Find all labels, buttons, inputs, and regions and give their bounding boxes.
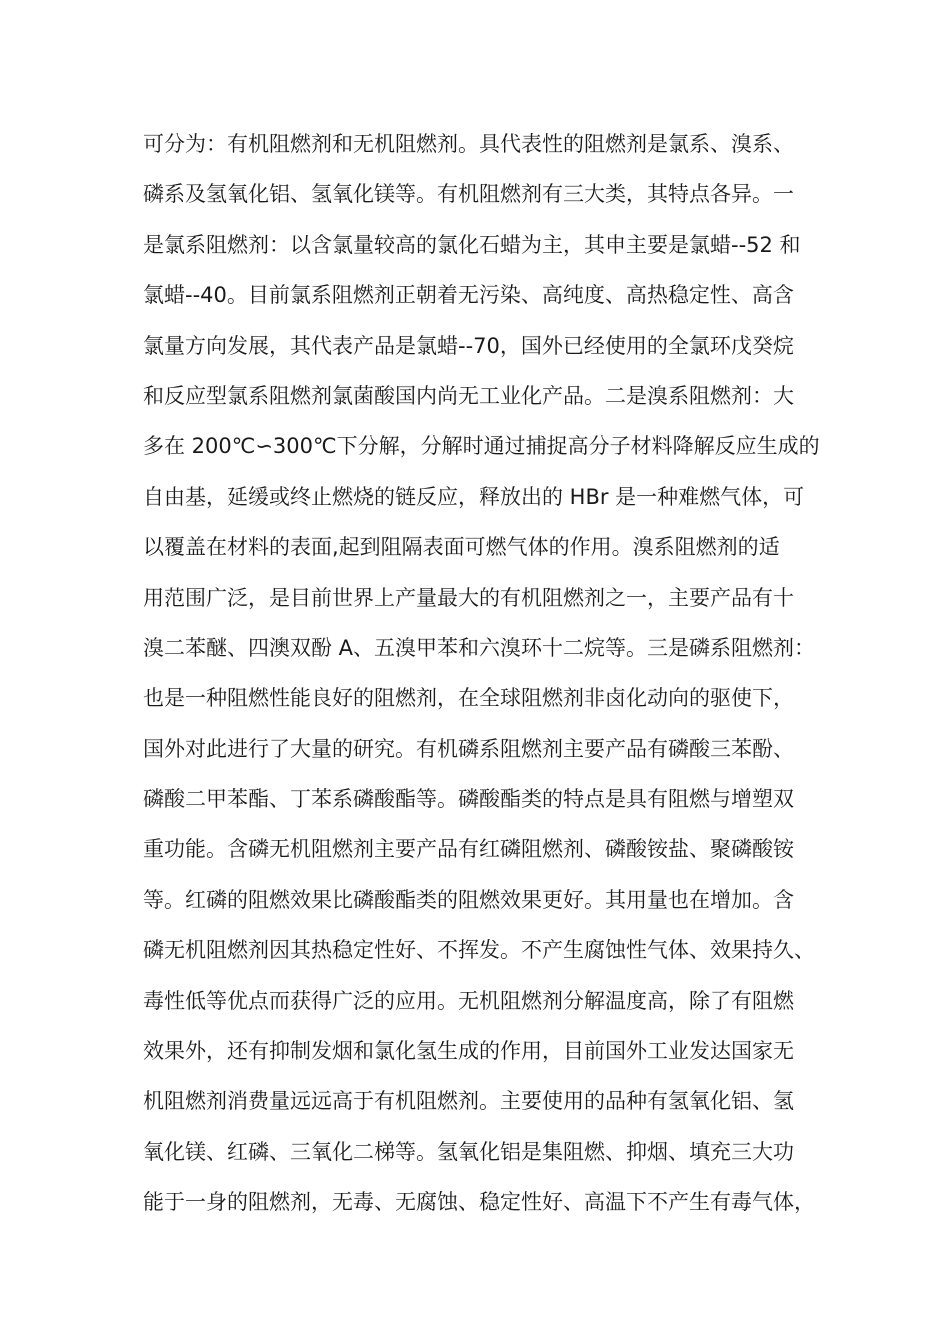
text-line: 磷系及氢氧化铝、氢氧化镁等。有机阻燃剂有三大类，其特点各异。一 — [143, 182, 794, 207]
text-line: 以覆盖在材料的表面,起到阻隔表面可燃气体的作用。溴系阻燃剂的适 — [143, 535, 780, 560]
text-line: 重功能。含磷无机阻燃剂主要产品有红磷阻燃剂、磷酸铵盐、聚磷酸铵 — [143, 837, 794, 862]
text-line: 氯蜡--40。目前氯系阻燃剂正朝着无污染、高纯度、高热稳定性、高含 — [143, 283, 794, 308]
text-line: 磷酸二甲苯酯、丁苯系磷酸酯等。磷酸酯类的特点是具有阻燃与增塑双 — [143, 787, 794, 812]
body-paragraph — [143, 119, 843, 1228]
text-line: 是氯系阻燃剂：以含氯量较高的氯化石蜡为主，其申主要是氯蜡--52 和 — [143, 232, 801, 257]
text-line: 多在 200℃∽300℃下分解，分解时通过捕捉高分子材料降解反应生成的 — [143, 434, 820, 459]
text-line: 毒性低等优点而获得广泛的应用。无机阻燃剂分解温度高，除了有阻燃 — [143, 988, 794, 1013]
text-line: 可分为：有机阻燃剂和无机阻燃剂。具代表性的阻燃剂是氯系、溴系、 — [143, 132, 794, 156]
text-line: 机阻燃剂消费量远远高于有机阻燃剂。主要使用的品种有氢氧化铝、氢 — [143, 1089, 794, 1114]
text-line: 氧化镁、红磷、三氧化二梯等。氢氧化铝是集阻燃、抑烟、填充三大功 — [143, 1139, 794, 1164]
text-line: 也是一种阻燃性能良好的阻燃剂，在全球阻燃剂非卤化动向的驱使下， — [143, 686, 794, 711]
text-line: 溴二苯醚、四澳双酚 A、五溴甲苯和六溴环十二烷等。三是磷系阻燃剂： — [143, 635, 816, 660]
text-line: 氯量方向发展，其代表产品是氯蜡--70，国外已经使用的全氯环戊癸烷 — [143, 333, 794, 358]
text-line: 和反应型氯系阻燃剂氯菌酸国内尚无工业化产品。二是溴系阻燃剂：大 — [143, 383, 794, 408]
text-line: 能于一身的阻燃剂，无毒、无腐蚀、稳定性好、高温下不产生有毒气体， — [143, 1190, 815, 1215]
text-line: 国外对此进行了大量的研究。有机磷系阻燃剂主要产品有磷酸三苯酚、 — [143, 736, 794, 761]
text-line: 效果外，还有抑制发烟和氯化氢生成的作用，目前国外工业发达国家无 — [143, 1039, 794, 1064]
text-line: 自由基，延缓或终止燃烧的链反应，释放出的 HBr 是一种难燃气体，可 — [143, 484, 805, 509]
text-line: 磷无机阻燃剂因其热稳定性好、不挥发。不产生腐蚀性气体、效果持久、 — [143, 938, 815, 963]
text-line: 等。红磷的阻燃效果比磷酸酯类的阻燃效果更好。其用量也在增加。含 — [143, 887, 794, 912]
text-line: 用范围广泛，是目前世界上产量最大的有机阻燃剂之一，主要产品有十 — [143, 585, 794, 610]
